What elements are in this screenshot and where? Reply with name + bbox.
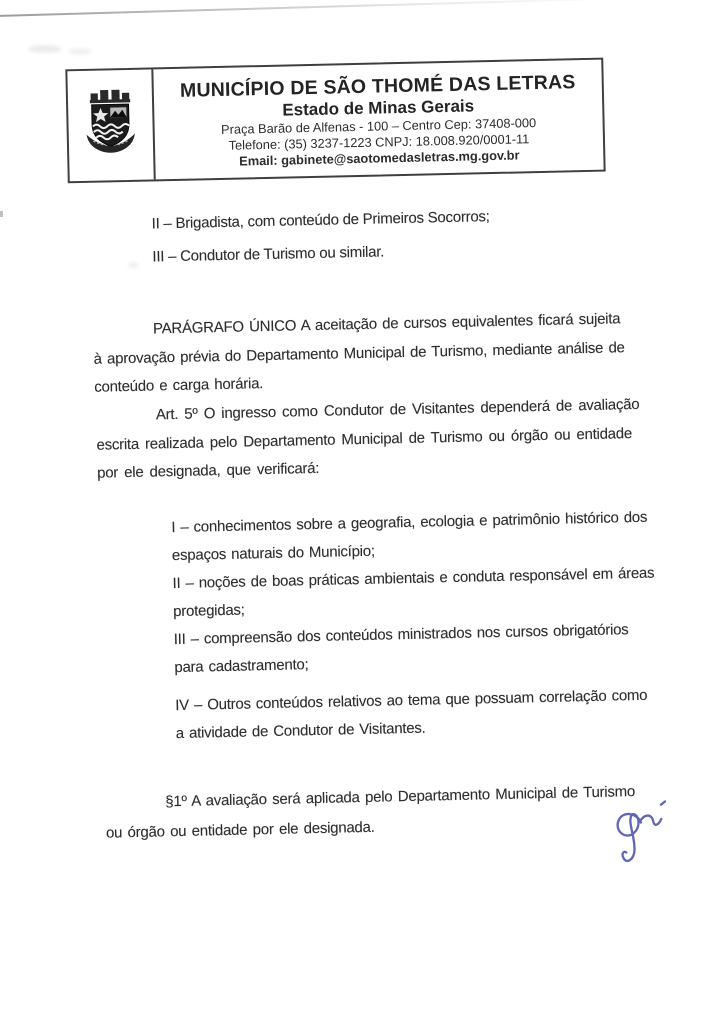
art5-caput — [96, 391, 641, 488]
text-line: I – conhecimentos sobre a geografia, ecologia e patrimônio histórico dos — [171, 508, 648, 537]
letterhead-box — [65, 58, 605, 184]
text-line: PARÁGRAFO ÚNICO A aceitação de cursos equivalentes ficará sujeita — [152, 310, 621, 338]
state-subtitle: Estado de Minas Gerais — [282, 95, 475, 120]
art5-item-2 — [172, 560, 655, 626]
letterhead-text — [153, 60, 603, 180]
text-line: para cadastramento; — [174, 656, 309, 677]
art5-item-4 — [175, 682, 658, 748]
paragraph-1 — [105, 777, 636, 849]
coat-of-arms-icon — [81, 87, 141, 164]
text-line: conteúdo e carga horária. — [94, 375, 264, 396]
text-line: espaços naturais do Município; — [171, 542, 375, 565]
text-line: §1º A avaliação será aplicada pelo Departamento Municipal de Turismo — [165, 783, 636, 811]
text-line: III – compreensão dos conteúdos ministrados nos cursos obrigatórios — [173, 621, 629, 649]
text-line: ou órgão ou entidade por ele designada. — [105, 818, 375, 842]
text-line: protegidas; — [172, 601, 245, 621]
paragrafo-unico — [93, 305, 626, 402]
text-line: II – noções de boas práticas ambientais e conduta responsável em áreas — [172, 564, 655, 593]
address-line: Praça Barão de Alfenas - 100 – Centro Cep: 37408-000 — [220, 114, 537, 137]
phone-cnpj-line: Telefone: (35) 3237-1223 CNPJ: 18.008.920/0001-11 — [228, 130, 530, 153]
intro-items — [151, 200, 490, 273]
signature-initials-icon — [602, 797, 676, 891]
municipality-title: MUNICÍPIO DE SÃO THOMÉ DAS LETRAS — [179, 70, 576, 102]
text-line: à aprovação prévia do Departamento Municipal de Turismo, mediante análise de — [93, 338, 625, 368]
crest-cell — [67, 69, 155, 181]
text-line: III – Condutor de Turismo ou similar. — [152, 243, 385, 266]
text-line: escrita realizada pelo Departamento Municipal de Turismo ou órgão ou entidade — [96, 424, 633, 454]
text-line: Art. 5º O ingresso como Condutor de Visitantes dependerá de avaliação — [155, 395, 640, 424]
art5-items — [171, 504, 658, 748]
art5-item-3 — [173, 616, 656, 682]
art5-item-1 — [171, 504, 654, 570]
email-line: Email: gabinete@saotomedasletras.mg.gov.br — [239, 146, 520, 169]
text-line: a atividade de Condutor de Visitantes. — [175, 719, 426, 743]
text-line: II – Brigadista, com conteúdo de Primeiros Socorros; — [151, 208, 490, 233]
text-line: por ele designada, que verificará: — [96, 459, 320, 482]
text-line: IV – Outros conteúdos relativos ao tema que possuam correlação como — [175, 686, 648, 715]
